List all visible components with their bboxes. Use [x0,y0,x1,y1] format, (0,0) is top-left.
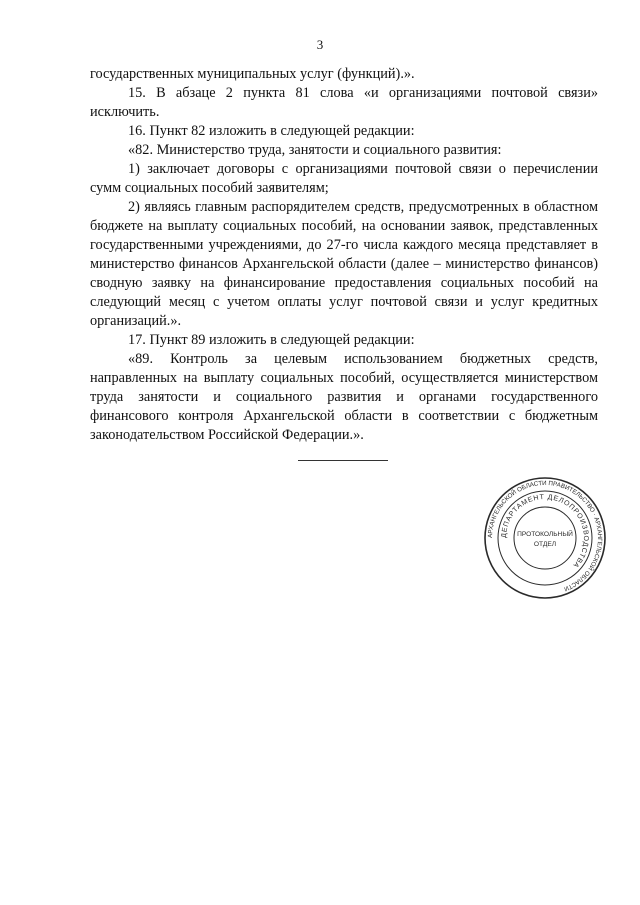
stamp-outer-text: АРХАНГЕЛЬСКОЙ ОБЛАСТИ ПРАВИТЕЛЬСТВО · АРХАНГЕЛЬСКОЙ ОБЛАСТИ [486,479,604,593]
seal-stamp [483,476,607,600]
paragraph-continuation: государственных муниципальных услуг (функций).». [90,66,415,82]
paragraph-clause-89: «89. Контроль за целевым использованием бюджетных средств, направленных на выплату социальных пособий, осуществляется министерством труда занятости и социального развития и органами государственного финансового контроля Архангельской области в соответствии с бюджетным законодательством Российской Федерации.». [90,351,598,443]
paragraph-item-15: 15. В абзаце 2 пункта 81 слова «и организациями почтовой связи» исключить. [90,85,598,120]
page-number: 3 [316,37,324,52]
end-divider [298,460,388,461]
paragraph-subitem-1: 1) заключает договоры с организациями почтовой связи о перечислении сумм социальных пособий заявителям; [90,161,598,196]
stamp-inner-text: ДЕПАРТАМЕНТ ДЕЛОПРОИЗВОДСТВА [500,493,590,569]
document-body [90,65,598,445]
stamp-center-line1: ПРОТОКОЛЬНЫЙ [517,531,573,538]
paragraph-subitem-2: 2) являясь главным распорядителем средств, предусмотренных в областном бюджете на выплату социальных пособий, на основании заявок, представленных государственными учреждениями, до 27-го числа каждого месяца представляет в министерство финансов Архангельской области (далее – министерство финансов) сводную заявку на финансирование предоставления социальных пособий на следующий месяц с учетом оплаты услуг почтовой связи и услуг кредитных организаций.». [90,199,598,329]
paragraph-clause-82: «82. Министерство труда, занятости и социального развития: [128,142,502,158]
paragraph-item-16: 16. Пункт 82 изложить в следующей редакции: [128,123,415,139]
stamp-center-line2: ОТДЕЛ [533,541,557,548]
paragraph-item-17: 17. Пункт 89 изложить в следующей редакции: [128,332,415,348]
